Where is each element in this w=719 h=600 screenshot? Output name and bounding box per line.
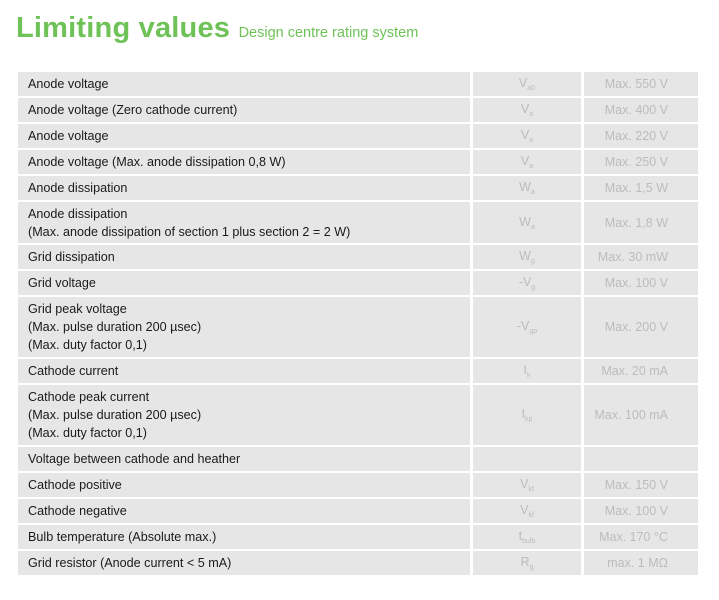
page-header (16, 12, 418, 45)
parameter-cell (18, 124, 470, 148)
symbol-text: W (519, 214, 531, 229)
parameter-text: Bulb temperature (Absolute max.) (28, 530, 217, 544)
symbol-cell (470, 245, 584, 269)
parameter-cell (18, 551, 470, 575)
symbol-text: I (521, 407, 526, 421)
symbol-cell (470, 525, 584, 549)
parameter-cell (18, 297, 470, 357)
symbol-subscript: g (530, 258, 535, 265)
table-row (18, 385, 698, 445)
table-row (18, 551, 698, 575)
parameter-text: (Max. duty factor 0,1) (28, 338, 147, 352)
value-cell: Max. 400 V (584, 98, 698, 122)
parameter-cell (18, 447, 470, 471)
table-row (18, 245, 698, 269)
table-row (18, 202, 698, 243)
value-cell: Max. 170 °C (584, 525, 698, 549)
symbol-text: V (518, 76, 528, 90)
parameter-text: Anode voltage (Zero cathode current) (28, 103, 238, 117)
table-row (18, 297, 698, 357)
symbol-cell (470, 551, 584, 575)
symbol-subscript: a (529, 137, 534, 144)
table-row (18, 525, 698, 549)
table-row (18, 124, 698, 148)
parameter-cell (18, 473, 470, 497)
table-row (18, 176, 698, 200)
parameter-cell (18, 202, 470, 243)
symbol-subscript: kp (525, 416, 533, 423)
symbol-cell (470, 98, 584, 122)
symbol-subscript: g (529, 564, 534, 571)
table-row (18, 473, 698, 497)
parameter-text: Cathode peak current (28, 390, 150, 404)
value-cell: max. 1 MΩ (584, 551, 698, 575)
value-cell: Max. 20 mA (584, 359, 698, 383)
symbol-subscript: k (526, 372, 531, 379)
parameter-text: Anode dissipation (28, 206, 128, 221)
parameter-text: (Max. duty factor 0,1) (28, 426, 147, 440)
symbol-cell (470, 150, 584, 174)
table-row (18, 359, 698, 383)
parameter-text: Cathode current (28, 364, 119, 378)
limiting-values-table-body (18, 72, 698, 575)
symbol-cell (470, 473, 584, 497)
parameter-text: (Max. pulse duration 200 µsec) (28, 320, 202, 334)
value-cell: Max. 220 V (584, 124, 698, 148)
symbol-text: W (519, 180, 531, 194)
parameter-text: Cathode positive (28, 478, 122, 492)
parameter-cell (18, 176, 470, 200)
value-cell: Max. 100 V (584, 499, 698, 523)
table-row (18, 98, 698, 122)
value-cell: Max. 550 V (584, 72, 698, 96)
table-row (18, 447, 698, 471)
parameter-text: Grid resistor (Anode current < 5 mA) (28, 556, 232, 570)
table-row (18, 72, 698, 96)
parameter-text: Anode voltage (28, 129, 109, 143)
parameter-text: Anode voltage (Max. anode dissipation 0,8 W) (28, 155, 286, 169)
symbol-subscript: a0 (527, 85, 536, 92)
symbol-subscript: g (531, 284, 536, 291)
parameter-text: (Max. anode dissipation of section 1 plus section 2 = 2 W) (28, 224, 351, 239)
parameter-text: Grid voltage (28, 276, 96, 290)
symbol-text: I (523, 363, 527, 377)
table-row (18, 271, 698, 295)
symbol-text: R (520, 555, 530, 569)
value-cell: Max. 1,8 W (584, 202, 698, 243)
symbol-text: -V (516, 319, 530, 333)
symbol-cell (470, 176, 584, 200)
symbol-subscript: a (530, 223, 535, 231)
parameter-cell (18, 525, 470, 549)
symbol-subscript: bulb (522, 538, 536, 545)
page-subtitle: Design centre rating system (238, 25, 419, 41)
symbol-text: V (520, 477, 529, 491)
value-cell: Max. 1,5 W (584, 176, 698, 200)
symbol-text: t (518, 529, 523, 543)
symbol-cell (470, 271, 584, 295)
value-cell: Max. 30 mW (584, 245, 698, 269)
parameter-text: Anode dissipation (28, 181, 128, 195)
symbol-cell (470, 385, 584, 445)
symbol-text: -V (518, 275, 532, 289)
symbol-cell (470, 499, 584, 523)
symbol-subscript: kf (528, 486, 534, 493)
symbol-cell (470, 447, 584, 471)
symbol-subscript: a (529, 163, 534, 170)
parameter-cell (18, 72, 470, 96)
value-cell: Max. 250 V (584, 150, 698, 174)
symbol-cell (470, 359, 584, 383)
symbol-text: W (519, 249, 531, 263)
parameter-cell (18, 385, 470, 445)
value-cell: Max. 200 V (584, 297, 698, 357)
parameter-text: Grid peak voltage (28, 302, 127, 316)
parameter-text: (Max. pulse duration 200 µsec) (28, 408, 202, 422)
symbol-text: V (520, 503, 529, 517)
value-cell: Max. 100 V (584, 271, 698, 295)
parameter-text: Grid dissipation (28, 250, 115, 264)
parameter-cell (18, 245, 470, 269)
value-cell: Max. 100 mA (584, 385, 698, 445)
parameter-text: Cathode negative (28, 504, 127, 518)
value-cell (584, 447, 698, 471)
symbol-subscript: a (529, 111, 534, 118)
parameter-cell (18, 98, 470, 122)
symbol-cell (470, 124, 584, 148)
symbol-subscript: a (530, 189, 535, 196)
table-row (18, 150, 698, 174)
symbol-cell (470, 72, 584, 96)
parameter-cell (18, 150, 470, 174)
symbol-text: V (520, 154, 530, 168)
limiting-values-table (18, 70, 698, 577)
table-row (18, 499, 698, 523)
symbol-cell (470, 297, 584, 357)
parameter-cell (18, 271, 470, 295)
parameter-text: Voltage between cathode and heather (28, 452, 241, 466)
value-cell: Max. 150 V (584, 473, 698, 497)
symbol-text: V (520, 128, 530, 142)
page-title: Limiting values (16, 12, 231, 44)
symbol-text: V (520, 102, 530, 116)
symbol-subscript: kf (528, 512, 534, 519)
parameter-text: Anode voltage (28, 77, 109, 91)
symbol-subscript: gp (529, 328, 538, 335)
parameter-cell (18, 359, 470, 383)
symbol-cell (470, 202, 584, 243)
parameter-cell (18, 499, 470, 523)
